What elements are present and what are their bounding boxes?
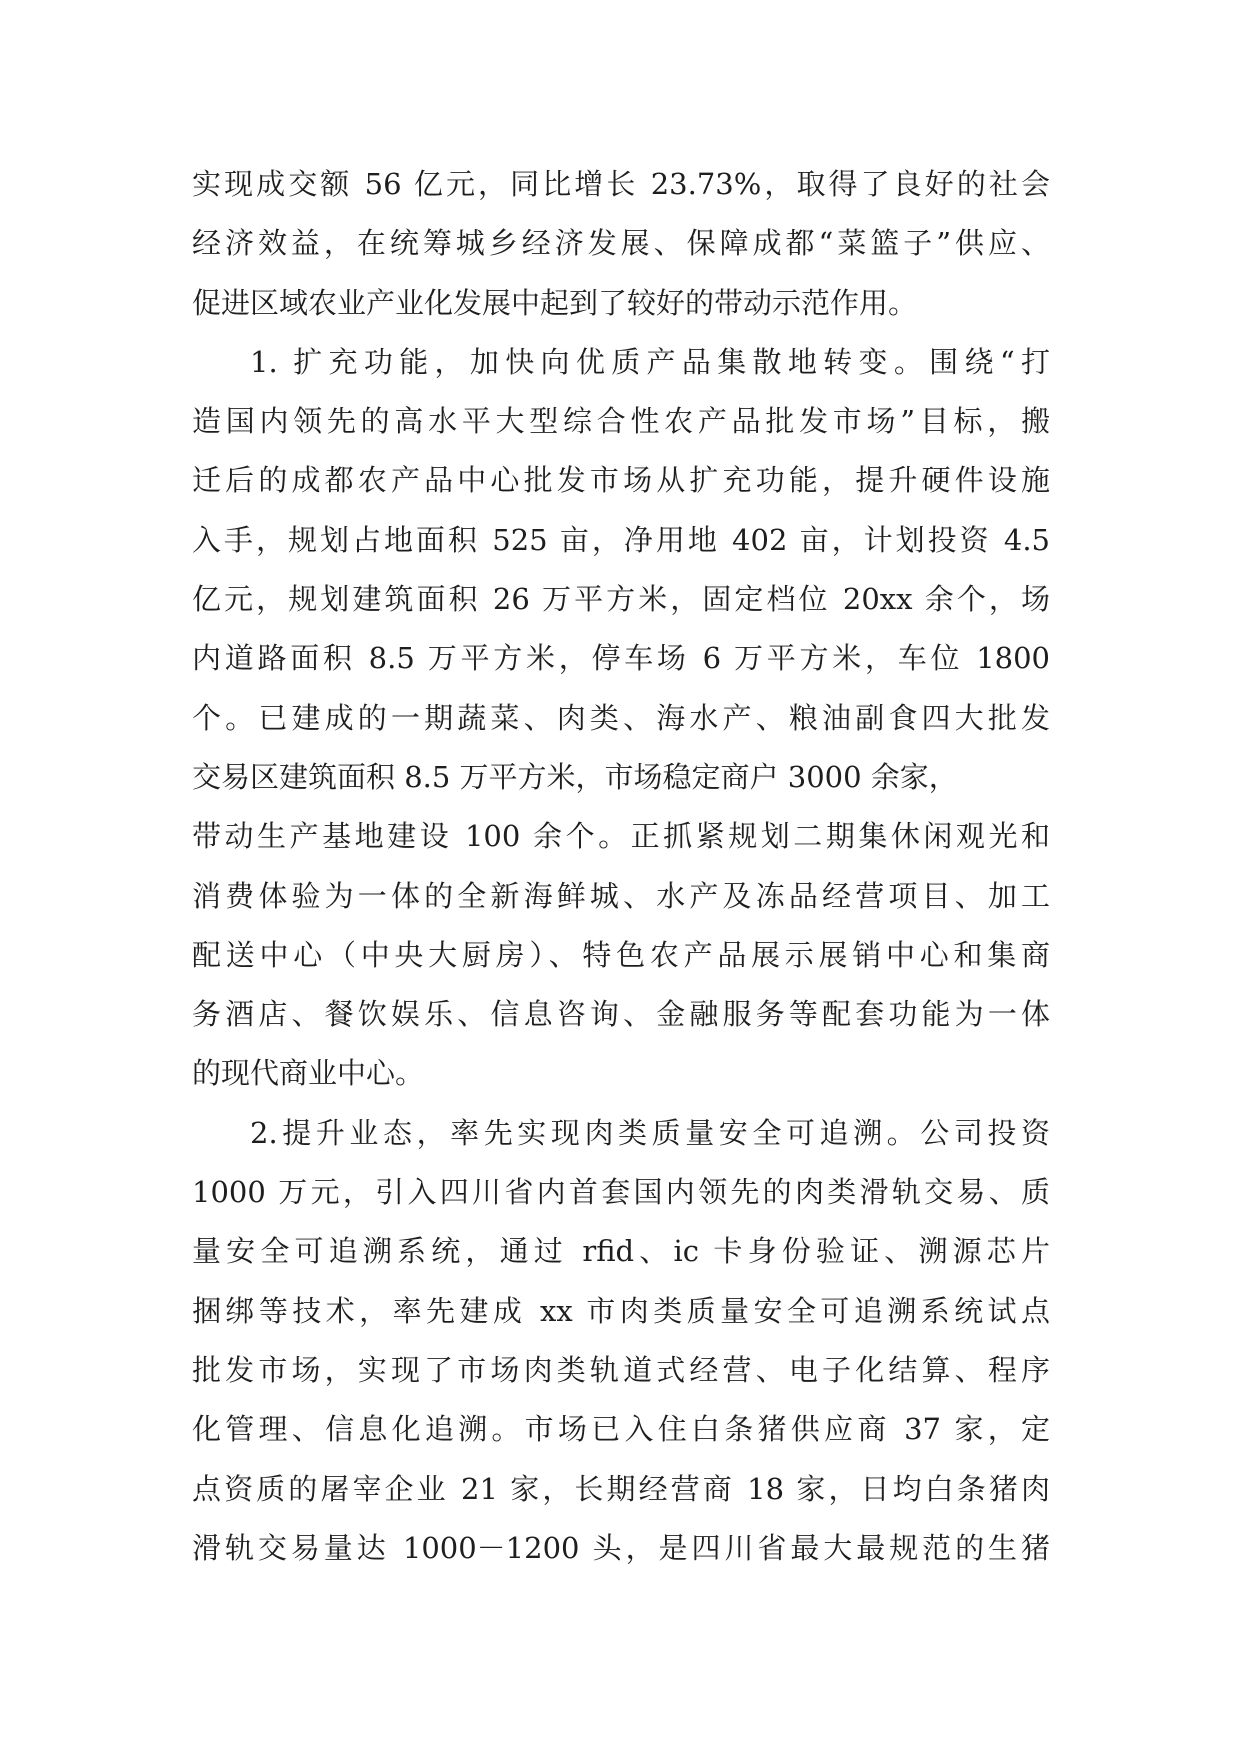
- body-text: [192, 155, 1050, 1578]
- text-line: 迁后的成都农产品中心批发市场从扩充功能，提升硬件设施: [192, 463, 1050, 498]
- text-line: 滑轨交易量达 1000－1200 头，是四川省最大最规范的生猪: [192, 1530, 1050, 1565]
- text-line: 批发市场，实现了市场肉类轨道式经营、电子化结算、程序: [192, 1352, 1050, 1387]
- text-line: 内道路面积 8.5 万平方米，停车场 6 万平方米，车位 1800: [192, 641, 1050, 676]
- text-line: 促进区域农业产业化发展中起到了较好的带动示范作用。: [192, 285, 918, 320]
- text-line: 的现代商业中心。: [192, 1056, 425, 1091]
- text-line: 造国内领先的高水平大型综合性农产品批发市场”目标，搬: [192, 404, 1050, 439]
- text-line: 消费体验为一体的全新海鲜城、水产及冻品经营项目、加工: [192, 878, 1050, 913]
- text-line: 务酒店、餐饮娱乐、信息咨询、金融服务等配套功能为一体: [192, 997, 1050, 1032]
- text-line: 1000 万元，引入四川省内首套国内领先的肉类滑轨交易、质: [192, 1175, 1050, 1210]
- text-line: 点资质的屠宰企业 21 家，长期经营商 18 家，日均白条猪肉: [192, 1471, 1050, 1506]
- text-line: 2.提升业态，率先实现肉类质量安全可追溯。公司投资: [250, 1115, 1050, 1150]
- text-line: 捆绑等技术，率先建成 xx 市肉类质量安全可追溯系统试点: [192, 1293, 1050, 1328]
- text-line: 亿元，规划建筑面积 26 万平方米，固定档位 20xx 余个，场: [192, 582, 1050, 617]
- text-line: 入手，规划占地面积 525 亩，净用地 402 亩，计划投资 4.5: [192, 522, 1050, 557]
- text-line: 化管理、信息化追溯。市场已入住白条猪供应商 37 家，定: [192, 1412, 1050, 1447]
- text-line: 带动生产基地建设 100 余个。正抓紧规划二期集休闲观光和: [192, 819, 1050, 854]
- text-line: 经济效益，在统筹城乡经济发展、保障成都“菜篮子”供应、: [192, 226, 1050, 261]
- text-line: 个。已建成的一期蔬菜、肉类、海水产、粮油副食四大批发: [192, 700, 1050, 735]
- text-line: 实现成交额 56 亿元，同比增长 23.73%，取得了良好的社会: [192, 167, 1050, 201]
- text-line: 交易区建筑面积 8.5 万平方米，市场稳定商户 3000 余家，: [192, 759, 958, 794]
- text-line: 1. 扩充功能，加快向优质产品集散地转变。围绕“打: [250, 344, 1050, 379]
- text-line: 量安全可追溯系统，通过 rfid、ic 卡身份验证、溯源芯片: [192, 1234, 1050, 1269]
- text-line: 配送中心（中央大厨房）、特色农产品展示展销中心和集商: [192, 937, 1050, 972]
